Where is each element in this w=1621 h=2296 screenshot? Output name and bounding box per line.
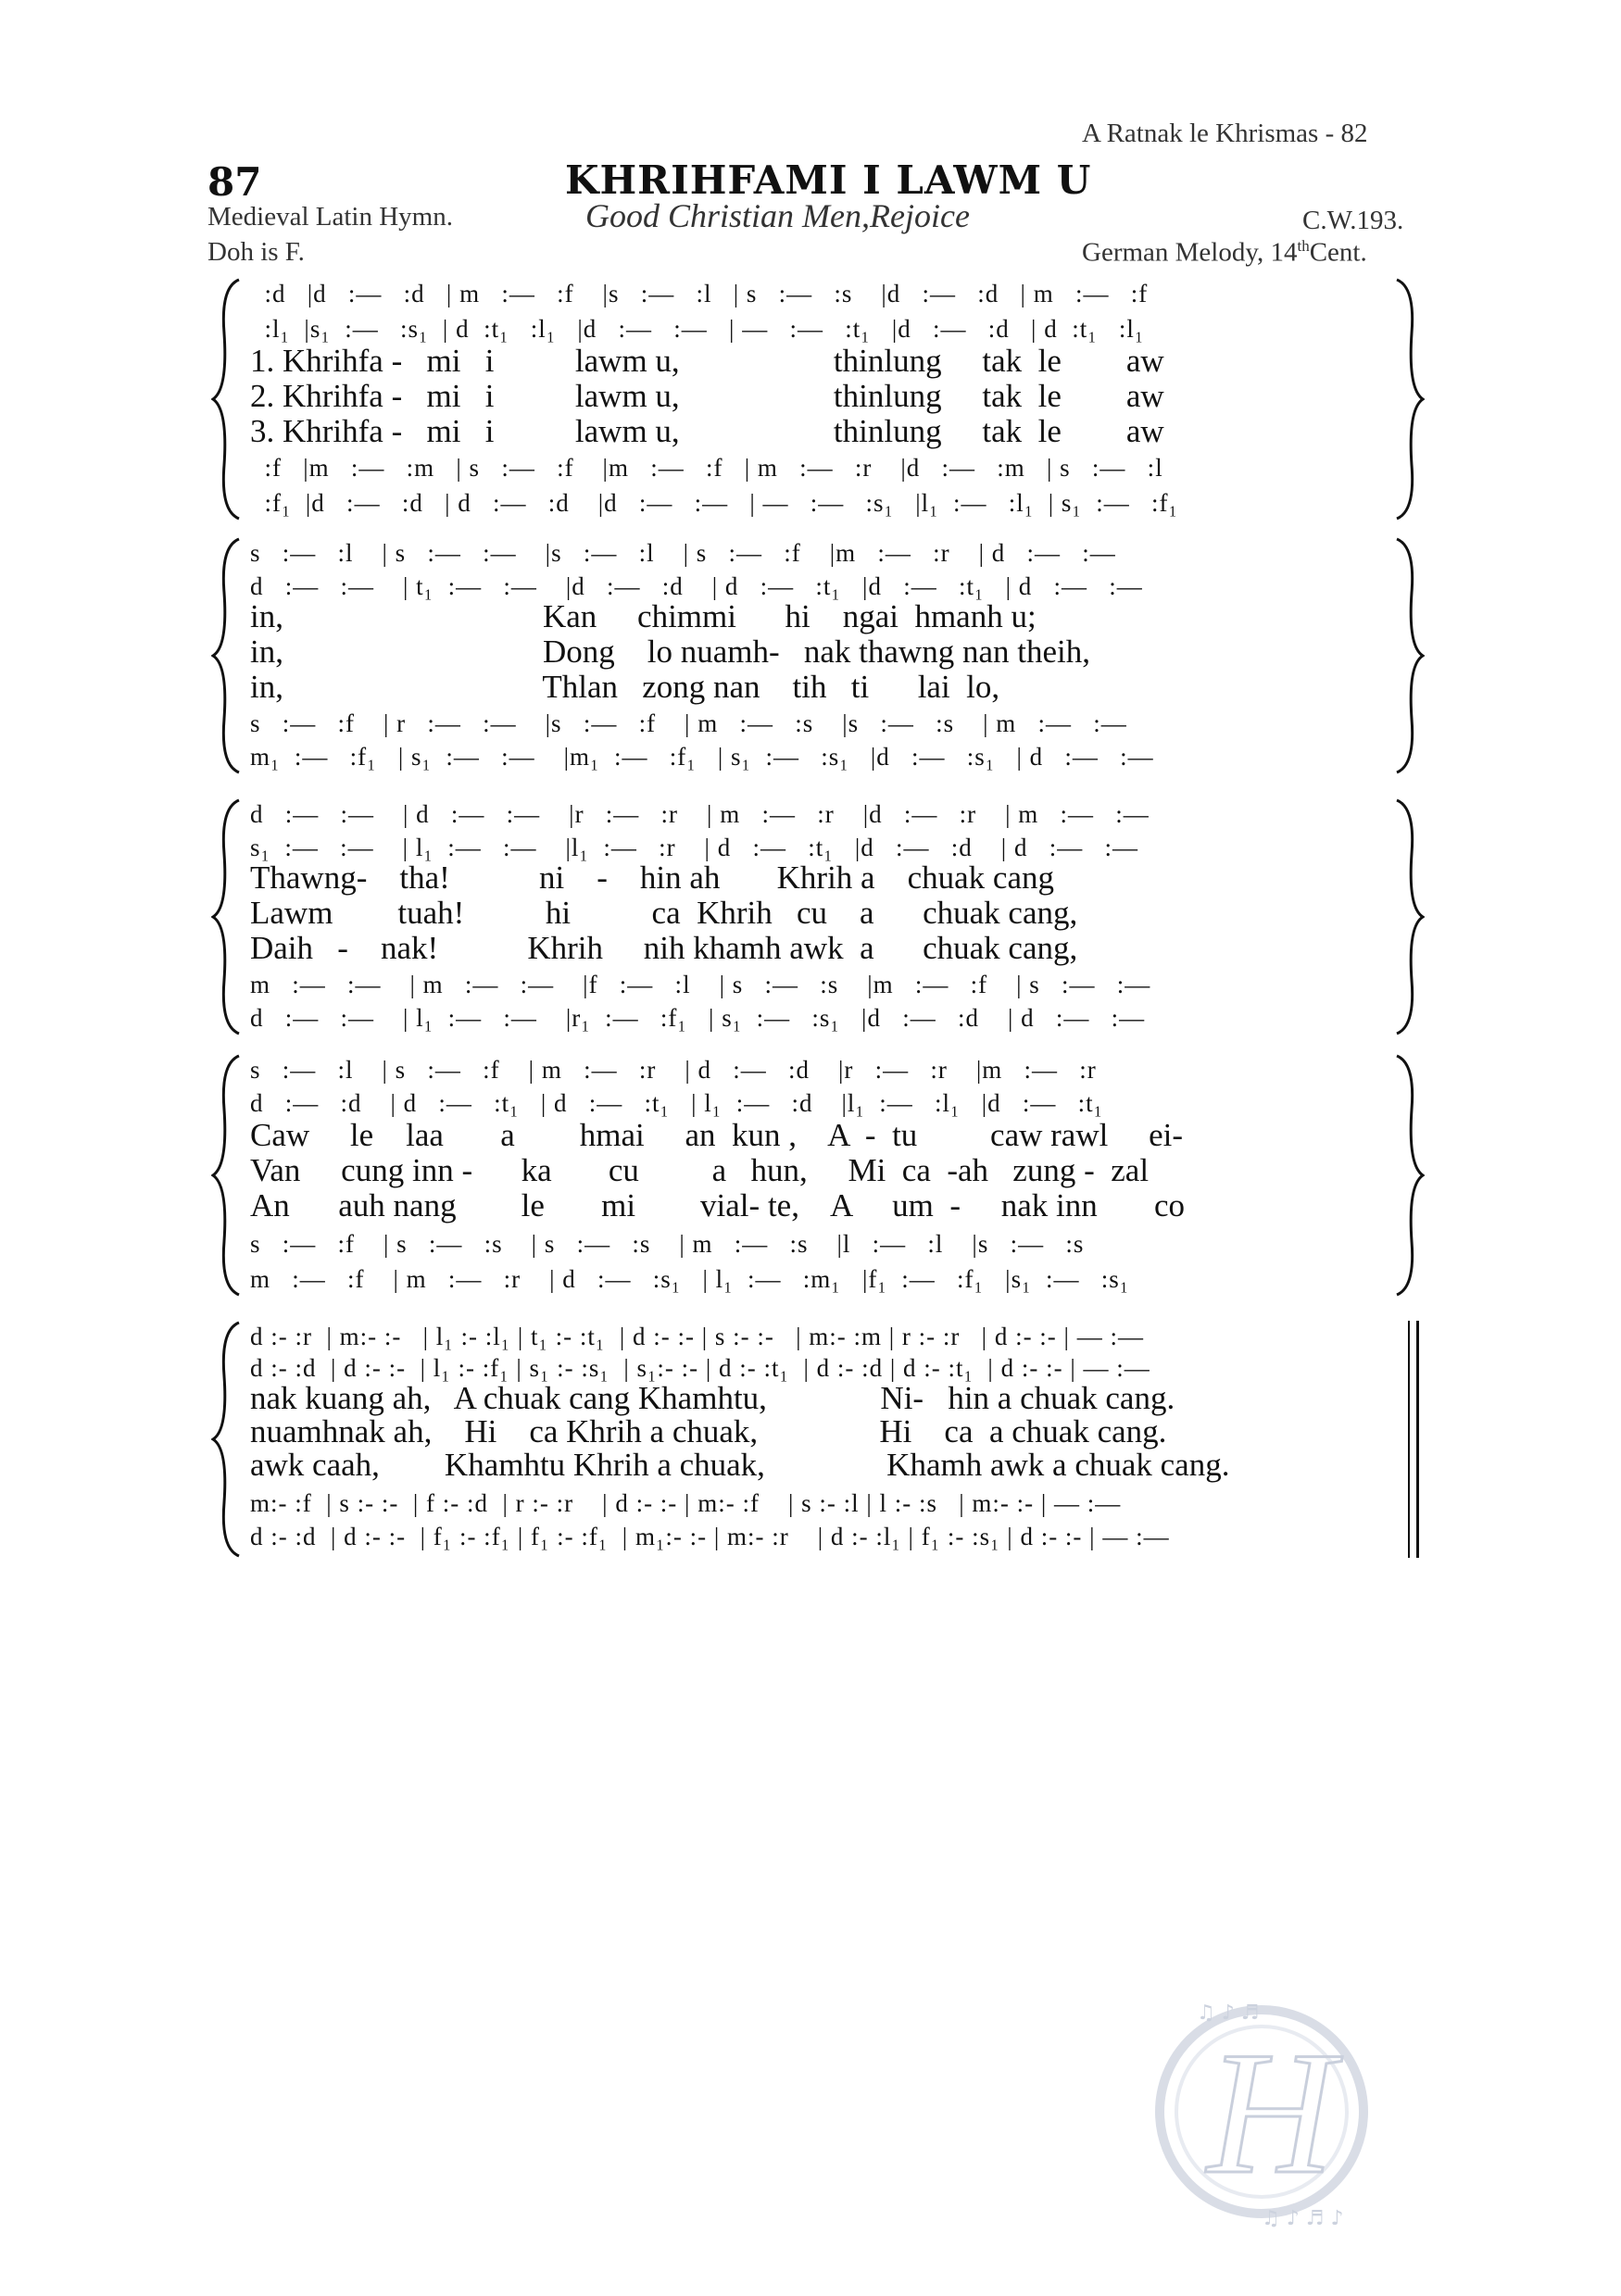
tenor-line: s :— :f | s :— :s | s :— :s | m :— :s |l :— :l |s :— :s <box>250 1230 1085 1258</box>
verse-3-lyrics: awk caah, Khamhtu Khrih a chuak, Khamh awk a chuak cang. <box>250 1447 1230 1483</box>
music-system-4 <box>211 1054 1425 1297</box>
verse-3-lyrics: in, Thlan zong nan tih ti lai lo, <box>250 669 1000 705</box>
svg-text:♫ ♪ ♬ ♪: ♫ ♪ ♬ ♪ <box>1262 2207 1344 2230</box>
watermark-letter: H <box>1207 2016 1335 2211</box>
left-brace-icon <box>211 798 243 1035</box>
final-barline-thin <box>1408 1321 1410 1558</box>
verse-2-lyrics: Lawm tuah! hi ca Khrih cu a chuak cang, <box>250 895 1078 931</box>
verse-3-lyrics: An auh nang le mi vial- te, A um - nak inn co <box>250 1187 1186 1223</box>
bass-line: d :- :d | d :- :- | f₁ :- :f₁ | f₁ :- :f₁ | m₁:- :- | m:- :r | d :- :l₁ | f₁ :- :s₁ | d :- :- | — :— <box>250 1523 1170 1550</box>
bass-line: d :— :— | l₁ :— :— |r₁ :— :f₁ | s₁ :— :s₁ |d :— :d | d :— :— <box>250 1004 1146 1032</box>
soprano-line: s :— :l | s :— :f | m :— :r | d :— :d |r :— :r |m :— :r <box>250 1056 1097 1084</box>
hymn-title: KHRIHFAMI I LAWM U <box>565 157 1092 203</box>
verse-1-lyrics: in, Kan chimmi hi ngai hmanh u; <box>250 598 1037 634</box>
right-brace-icon <box>1393 537 1425 774</box>
music-system-1 <box>211 278 1425 521</box>
alto-line: d :— :d | d :— :t₁ | d :— :t₁ | l₁ :— :d |l₁ :— :l₁ |d :— :t₁ <box>250 1089 1104 1117</box>
right-brace-icon <box>1393 278 1425 521</box>
verse-1-lyrics: 1. Khrihfa - mi i lawm u, thinlung tak le aw <box>250 343 1164 379</box>
verse-1-lyrics: nak kuang ah, A chuak cang Khamhtu, Ni- hin a chuak cang. <box>250 1380 1175 1416</box>
tenor-line: m :— :— | m :— :— |f :— :l | s :— :s |m :— :f | s :— :— <box>250 971 1151 998</box>
hymn-number: 87 <box>207 159 262 205</box>
verse-2-lyrics: in, Dong lo nuamh- nak thawng nan theih, <box>250 634 1090 670</box>
music-system-5 <box>211 1321 1425 1558</box>
tenor-line: :f |m :— :m | s :— :f |m :— :f | m :— :r |d :— :m | s :— :l <box>250 454 1163 482</box>
melody-source: German Melody, 14thCent. <box>1082 237 1367 268</box>
hymn-subtitle: Good Christian Men,Rejoice <box>585 197 970 234</box>
soprano-line: d :— :— | d :— :— |r :— :r | m :— :r |d :— :r | m :— :— <box>250 800 1150 828</box>
watermark-logo-icon <box>1132 1982 1410 2232</box>
left-brace-icon <box>211 537 243 774</box>
left-brace-icon <box>211 1054 243 1297</box>
verse-2-lyrics: 2. Khrihfa - mi i lawm u, thinlung tak le aw <box>250 378 1164 414</box>
verse-2-lyrics: nuamhnak ah, Hi ca Khrih a chuak, Hi ca a chuak cang. <box>250 1413 1167 1449</box>
tenor-line: s :— :f | r :— :— |s :— :f | m :— :s |s :— :s | m :— :— <box>250 709 1127 737</box>
final-barline <box>1416 1321 1419 1558</box>
verse-2-lyrics: Van cung inn - ka cu a hun, Mi ca -ah zung - zal <box>250 1152 1150 1188</box>
left-brace-icon <box>211 1321 243 1558</box>
tenor-line: m:- :f | s :- :- | f :- :d | r :- :r | d :- :- | m:- :f | s :- :l | l :- :s | m:- :- | — :— <box>250 1489 1122 1517</box>
verse-3-lyrics: Daih - nak! Khrih nih khamh awk a chuak cang, <box>250 930 1078 966</box>
verse-1-lyrics: Caw le laa a hmai an kun , A - tu caw rawl ei- <box>250 1117 1184 1153</box>
svg-text:♫ ♪ ♬: ♫ ♪ ♬ <box>1197 2001 1260 2025</box>
music-system-3 <box>211 798 1425 1035</box>
key-signature: Doh is F. <box>207 237 305 267</box>
book-page-header: A Ratnak le Khrismas - 82 <box>1082 119 1368 148</box>
right-brace-icon <box>1393 798 1425 1035</box>
soprano-line: s :— :l | s :— :— |s :— :l | s :— :f |m :— :r | d :— :— <box>250 539 1116 567</box>
music-system-2 <box>211 537 1425 774</box>
alto-line: s₁ :— :— | l₁ :— :— |l₁ :— :r | d :— :t₁ |d :— :d | d :— :— <box>250 834 1138 861</box>
verse-3-lyrics: 3. Khrihfa - mi i lawm u, thinlung tak le aw <box>250 413 1164 449</box>
right-brace-icon <box>1393 1054 1425 1297</box>
left-brace-icon <box>211 278 243 521</box>
bass-line: m :— :f | m :— :r | d :— :s₁ | l₁ :— :m₁ |f₁ :— :f₁ |s₁ :— :s₁ <box>250 1265 1130 1293</box>
bass-line: m₁ :— :f₁ | s₁ :— :— |m₁ :— :f₁ | s₁ :— :s₁ |d :— :s₁ | d :— :— <box>250 743 1154 771</box>
hymn-reference: C.W.193. <box>1302 206 1404 235</box>
hymn-source: Medieval Latin Hymn. <box>207 202 453 232</box>
alto-line: d :- :d | d :- :- | l₁ :- :f₁ | s₁ :- :s₁ | s₁:- :- | d :- :t₁ | d :- :d | d :- :t₁ | d :- :- | — :— <box>250 1354 1150 1382</box>
alto-line: d :— :— | t₁ :— :— |d :— :d | d :— :t₁ |d :— :t₁ | d :— :— <box>250 572 1143 600</box>
verse-1-lyrics: Thawng- tha! ni - hin ah Khrih a chuak cang <box>250 859 1054 896</box>
alto-line: :l₁ |s₁ :— :s₁ | d :t₁ :l₁ |d :— :— | — :— :t₁ |d :— :d | d :t₁ :l₁ <box>250 315 1145 343</box>
bass-line: :f₁ |d :— :d | d :— :d |d :— :— | — :— :s₁ |l₁ :— :l₁ | s₁ :— :f₁ <box>250 489 1178 517</box>
soprano-line: :d |d :— :d | m :— :f |s :— :l | s :— :s |d :— :d | m :— :f <box>250 280 1149 307</box>
soprano-line: d :- :r | m:- :- | l₁ :- :l₁ | t₁ :- :t₁ | d :- :- | s :- :- | m:- :m | r :- :r | d :- :- | — :— <box>250 1323 1144 1350</box>
